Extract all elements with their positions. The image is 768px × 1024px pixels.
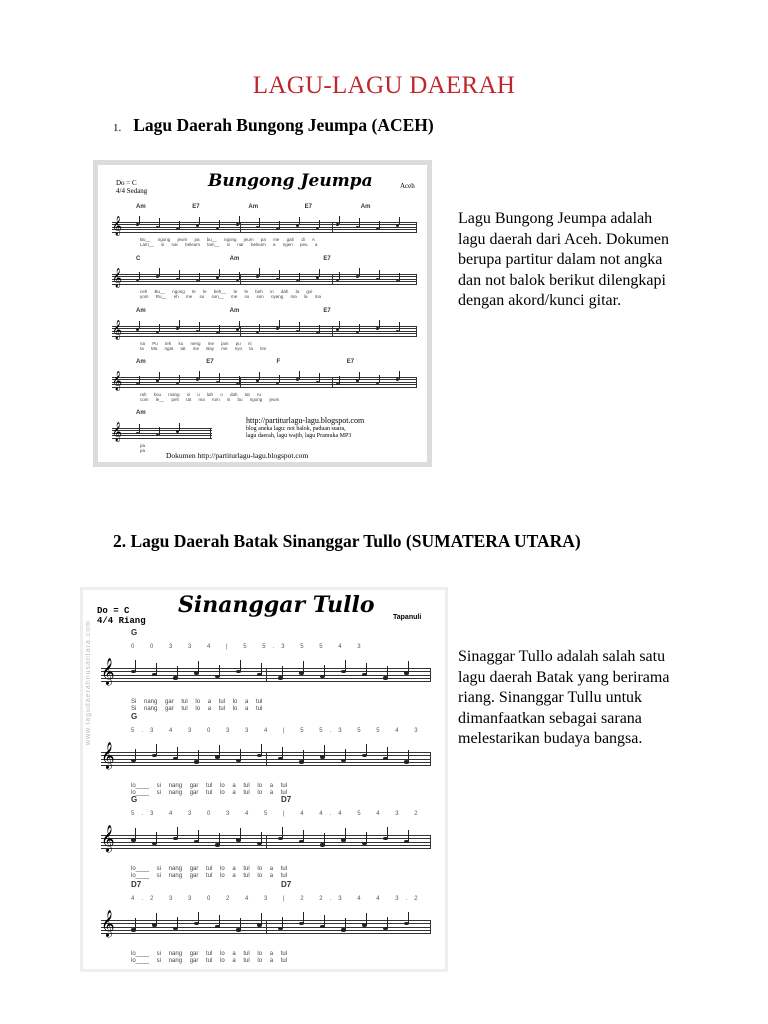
staff-line [112,232,417,233]
lyrics-line-2: ta Ma ngat tat me Bay me nyo ta tim [140,346,267,352]
note-stem [261,744,262,755]
note-stem [177,827,178,838]
watermark: www.lagudaerahnusantara.com [85,620,92,746]
staff-line [112,384,417,385]
note-stem [240,828,241,839]
note-stem [179,423,180,431]
sheet-music-image-bungong-jeumpa [93,160,432,467]
lyrics-line-2: lo____ si nang gar tul lo a tul lo a tul [131,873,288,880]
sheet-footer: Dokumen http://partiturlagu-lagu.blogspot.com [166,451,309,460]
note-stem [279,320,280,328]
sheet-tempo: 4/4 Riang [97,616,146,626]
note-stem [159,372,160,380]
sheet-key: Do = C [116,179,137,187]
bar-line [416,274,417,285]
chord-label: Am [136,204,146,210]
note-stem [303,750,304,761]
note-stem [179,320,180,328]
lyrics-line-2: com le__ peh tat ma rum si bu ngong jeum [140,397,280,403]
staff [101,910,431,937]
number-notation: 0 0 3 3 4 | 5 5.3 5 5 4 3 [131,644,368,650]
note-stem [319,373,320,381]
bar-line [416,326,417,337]
lyrics-line-2: lo____ si nang gar tul lo a tul lo a tul [131,958,288,965]
treble-clef-icon: 𝄞 [112,369,122,390]
lyrics-line-1: rah kou mang si u lah o dah tat ru [140,391,262,397]
note-stem [359,324,360,332]
note-stem [379,375,380,383]
note-stem [156,913,157,924]
note-stem [219,269,220,277]
number-notation: 5.3 4 3 0 3 3 4 | 5 5.3 5 5 4 3 [131,728,425,734]
chord-label: E7 [304,204,312,210]
bar-line [416,377,417,388]
note-stem [261,663,262,674]
note-stem [408,912,409,923]
note-stem [199,371,200,379]
staff [112,266,417,287]
note-stem [239,216,240,224]
sheet-blurb-2: lagu daerah, lagu wajib, lagu Pramuka MP3 [246,433,352,439]
note-stem [139,376,140,384]
note-stem [299,217,300,225]
note-stem [219,833,220,844]
note-stem [399,273,400,281]
staff-line [112,326,417,327]
note-stem [399,322,400,330]
note-stem [339,216,340,224]
note-stem [219,915,220,926]
lyrics-line-1: lo____ si nang gar tul lo a tul lo a tul [131,783,288,790]
note-stem [179,270,180,278]
note-stem [159,427,160,435]
note-stem [345,660,346,671]
note-stem [399,371,400,379]
bar-line [332,377,333,388]
note-stem [199,273,200,281]
note-stem [135,749,136,760]
note-stem [259,268,260,276]
note-stem [159,218,160,226]
staff-line [112,433,212,434]
chord-label: G [131,712,138,721]
note-stem [139,216,140,224]
section-title: Lagu Daerah Batak Sinanggar Tullo (SUMATERA UTARA) [130,531,581,551]
note-stem [239,321,240,329]
staff-line [112,284,417,285]
staff-line [112,229,417,230]
lyrics-line-2: lo____ si nang gar tul lo a tul lo a tul [131,790,288,797]
staff [112,214,417,235]
note-stem [279,375,280,383]
note-stem [259,372,260,380]
chord-label: D7 [281,880,292,889]
sheet-title: Sinanggar Tullo [178,592,375,618]
note-stem [179,221,180,229]
chord-label: Am [229,308,240,314]
note-stem [299,371,300,379]
note-stem [199,322,200,330]
note-stem [408,661,409,672]
note-stem [366,913,367,924]
bar-line [332,222,333,233]
treble-clef-icon: 𝄞 [101,658,115,685]
treble-clef-icon: 𝄞 [101,742,115,769]
treble-clef-icon: 𝄞 [112,420,122,441]
staff-line [112,428,212,429]
bar-line [240,326,241,337]
sheet-origin: Tapanuli [393,614,422,621]
note-stem [177,747,178,758]
staff-line [112,387,417,388]
note-stem [219,325,220,333]
note-stem [219,745,220,756]
document-title: LAGU-LAGU DAERAH [252,72,516,99]
staff-line [112,435,212,436]
note-stem [240,749,241,760]
chord-label: Am [136,308,146,314]
note-stem [408,750,409,761]
bar-line [430,920,431,934]
lyrics-line-1: ceh Bu__ ngong te le beh__ te le beh in dah la goi [140,288,313,294]
staff [112,318,417,339]
note-stem [339,272,340,280]
chord-label: F [276,359,281,365]
chord-label: D7 [131,880,142,889]
note-stem [345,828,346,839]
bar-line [332,326,333,337]
lyrics-line-1: Si nang gar tul lo a tul lo a tul [131,699,263,706]
chord-label: E7 [323,256,331,262]
lyrics-line-2: Si nang gar tul lo a tul lo a tul [131,706,263,713]
staff [112,420,212,441]
sheet-sinanggar-tullo [83,590,445,969]
lyrics-line-2: Lam__ si nar beleum lam__ si nar beleum a ngen peu a [140,242,318,248]
note-stem [299,273,300,281]
note-stem [282,666,283,677]
note-stem [239,272,240,280]
bar-line [416,222,417,233]
staff-line [112,281,417,282]
note-stem [359,268,360,276]
lyrics-line-2: pa [140,448,146,454]
bar-line [240,377,241,388]
note-stem [303,830,304,841]
staff-line [112,222,417,223]
note-stem [240,918,241,929]
note-stem [159,324,160,332]
note-stem [366,663,367,674]
note-stem [198,661,199,672]
lyrics-line-1: na Pu teh ku neng me jam pu ni [140,340,252,346]
note-stem [303,912,304,923]
note-stem [282,917,283,928]
sheet-music-image-sinanggar-tullo [80,587,448,972]
section-number: 1. [113,122,122,134]
bar-line [240,274,241,285]
chord-label: Am [360,204,371,210]
staff-line [112,438,212,439]
note-stem [319,269,320,277]
note-stem [324,833,325,844]
note-stem [319,220,320,228]
sheet-title: Bungong Jeumpa [208,171,373,191]
note-stem [159,268,160,276]
note-stem [279,221,280,229]
sheet-blurb-1: blog aneka lagu: not balok, paduan suara, [246,426,346,432]
note-stem [179,375,180,383]
staff-line [112,336,417,337]
lyrics-line-1: pa [140,442,146,448]
note-stem [387,747,388,758]
note-stem [240,660,241,671]
note-stem [177,666,178,677]
chord-label: E7 [346,359,355,365]
staff [101,825,431,852]
note-stem [299,322,300,330]
note-stem [219,220,220,228]
number-notation: 4.2 3 3 0 2 4 3 | 2 2.3 4 4 3.2 [131,896,425,902]
note-stem [156,744,157,755]
note-stem [345,749,346,760]
note-stem [259,218,260,226]
note-stem [324,915,325,926]
note-stem [239,376,240,384]
treble-clef-icon: 𝄞 [112,266,122,287]
sheet-tempo: 4/4 Sedang [116,187,148,195]
chord-label: D7 [281,795,292,804]
note-stem [259,324,260,332]
note-stem [177,917,178,928]
chord-label: E7 [206,359,214,365]
note-stem [156,832,157,843]
note-stem [219,665,220,676]
note-stem [261,913,262,924]
chord-label: Am [136,359,146,365]
note-stem [324,745,325,756]
note-stem [339,321,340,329]
lyrics-line-1: Bu__ ngong jeum pa bu__ ngong jeum pa me gah di A [140,236,315,242]
staff [112,369,417,390]
bar-line [430,752,431,766]
note-stem [135,918,136,929]
chord-label: G [131,628,138,637]
bar-line [266,920,267,934]
section-number: 2. [113,531,127,551]
note-stem [198,750,199,761]
bar-line [266,835,267,849]
lyrics-line-1: lo____ si nang gar tul lo a tul lo a tul [131,866,288,873]
note-stem [135,828,136,839]
lyrics-line-2: yom Ru__ eh me su son__ me su son nyang ma la ma [140,294,322,300]
note-stem [156,663,157,674]
chord-label: E7 [192,204,200,210]
chord-label: Am [248,204,259,210]
note-stem [135,660,136,671]
note-stem [139,321,140,329]
note-stem [324,665,325,676]
sheet-key: Do = C [97,606,130,616]
note-stem [319,325,320,333]
bar-line [430,835,431,849]
treble-clef-icon: 𝄞 [101,825,115,852]
note-stem [379,320,380,328]
note-stem [198,830,199,841]
note-stem [399,217,400,225]
note-stem [199,217,200,225]
note-stem [359,218,360,226]
staff-line [112,328,417,329]
note-stem [219,373,220,381]
note-stem [282,747,283,758]
section-1-description: Lagu Bungong Jeumpa adalah lagu daerah dari Aceh. Dokumen berupa partitur dalam not angka dan not balok berikut dilengkapi dengan akord/kunci gitar. [458,210,670,309]
section-2-description: Sinaggar Tullo adalah salah satu lagu daerah Batak yang berirama riang. Sinanggar Tullu untuk dimanfaatkan sebagai sarana melestarikan budaya bangsa. [458,648,670,747]
bar-line [332,274,333,285]
staff-line [112,430,212,431]
sheet-origin: Aceh [400,182,415,190]
treble-clef-icon: 𝄞 [112,214,122,235]
chord-label: E7 [323,308,331,314]
note-stem [359,372,360,380]
treble-clef-icon: 𝄞 [112,318,122,339]
staff [101,658,431,685]
lyrics-line-1: lo____ si nang gar tul lo a tul lo a tul [131,951,288,958]
note-stem [366,744,367,755]
note-stem [387,827,388,838]
chord-label: Am [229,256,240,262]
chord-label: G [131,795,138,804]
note-stem [387,917,388,928]
note-stem [339,376,340,384]
bar-line [430,668,431,682]
staff-line [112,279,417,280]
staff-line [112,382,417,383]
note-stem [198,912,199,923]
sheet-bungong-jeumpa [98,165,427,462]
note-stem [387,666,388,677]
chord-label: C [136,256,141,262]
section-2-heading [113,530,653,552]
staff-line [112,377,417,378]
bar-line [240,222,241,233]
note-stem [282,827,283,838]
note-stem [261,832,262,843]
note-stem [279,270,280,278]
bar-line [210,428,211,439]
number-notation: 5.3 4 3 0 3 4 5 | 4 4.4 5 4 3 2 [131,811,425,817]
sheet-url: http://partiturlagu-lagu.blogspot.com [246,416,365,425]
section-1-heading [113,114,434,139]
note-stem [379,221,380,229]
treble-clef-icon: 𝄞 [101,910,115,937]
staff [101,742,431,769]
staff-line [112,333,417,334]
note-stem [139,424,140,432]
note-stem [139,272,140,280]
bar-line [266,752,267,766]
section-title: Lagu Daerah Bungong Jeumpa (ACEH) [133,115,434,135]
note-stem [408,830,409,841]
note-stem [345,918,346,929]
bar-line [266,668,267,682]
note-stem [379,270,380,278]
note-stem [366,832,367,843]
note-stem [303,661,304,672]
chord-label: Am [136,410,146,416]
